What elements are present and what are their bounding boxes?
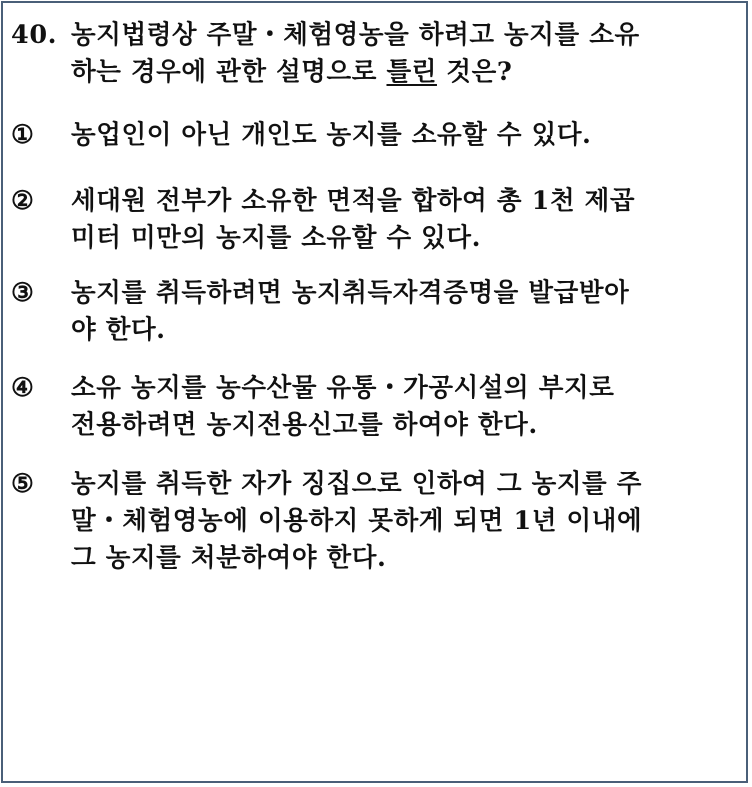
question-stem — [11, 17, 738, 91]
question-line-1: 농지법령상 주말・체험영농을 하려고 농지를 소유 — [71, 20, 640, 50]
underlined-keyword: 틀린 — [386, 57, 437, 87]
option-4-line-2: 전용하려면 농지전용신고를 하여야 한다. — [71, 410, 538, 440]
option-4-marker: ④ — [11, 373, 35, 403]
question-line-2-start: 하는 경우에 관한 설명으로 — [71, 57, 387, 87]
question-line-2-end: 것은? — [436, 57, 513, 87]
option-5-line-2: 말・체험영농에 이용하지 못하게 되면 1년 이내에 — [71, 506, 643, 536]
option-1-marker: ① — [11, 120, 35, 150]
question-box — [1, 1, 748, 783]
option-3-text — [71, 275, 738, 349]
question-text — [71, 17, 738, 91]
option-2-text — [71, 183, 738, 257]
option-2-line-2: 미터 미만의 농지를 소유할 수 있다. — [71, 223, 482, 253]
option-4[interactable] — [11, 370, 738, 444]
option-5-line-1: 농지를 취득한 자가 징집으로 인하여 그 농지를 주 — [71, 469, 643, 499]
option-5-marker: ⑤ — [11, 469, 35, 499]
option-3-marker: ③ — [11, 278, 35, 308]
option-2-marker: ② — [11, 186, 35, 216]
option-4-line-1: 소유 농지를 농수산물 유통・가공시설의 부지로 — [71, 373, 615, 403]
option-2-line-1: 세대원 전부가 소유한 면적을 합하여 총 1천 제곱 — [71, 186, 636, 216]
option-3[interactable] — [11, 275, 738, 349]
question-number: 40. — [11, 20, 58, 50]
question-line-2 — [71, 54, 738, 91]
option-1-line-1: 농업인이 아닌 개인도 농지를 소유할 수 있다. — [71, 120, 592, 150]
option-5[interactable] — [11, 466, 738, 577]
option-5-line-3: 그 농지를 처분하여야 한다. — [71, 543, 387, 573]
option-3-line-1: 농지를 취득하려면 농지취득자격증명을 발급받아 — [71, 278, 630, 308]
option-1[interactable] — [11, 117, 738, 154]
option-5-text — [71, 466, 738, 577]
option-4-text — [71, 370, 738, 444]
option-3-line-2: 야 한다. — [71, 315, 166, 345]
option-1-text — [71, 117, 738, 154]
option-2[interactable] — [11, 183, 738, 257]
